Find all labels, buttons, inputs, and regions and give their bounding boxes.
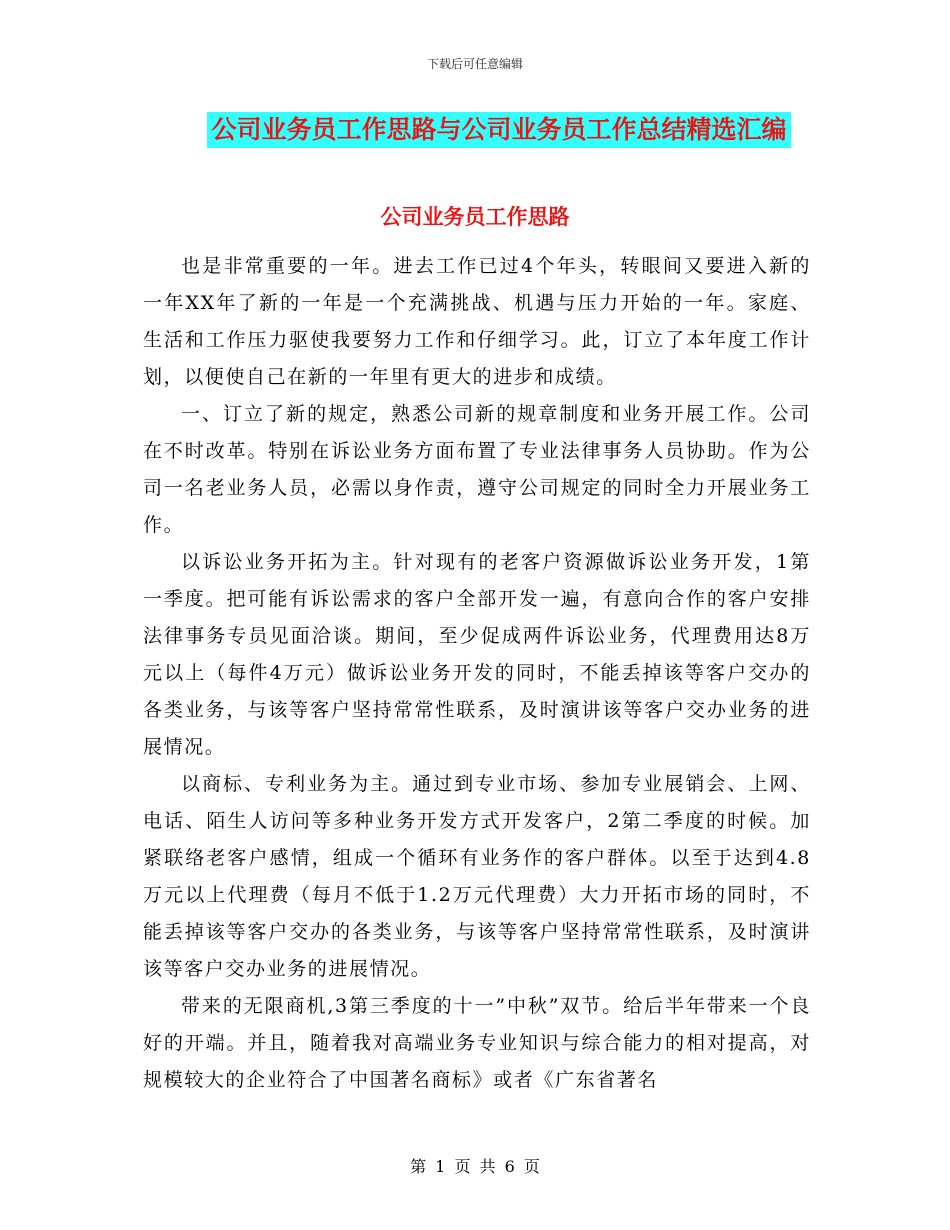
paragraph: 以商标、专利业务为主。通过到专业市场、参加专业展销会、上网、电话、陌生人访问等多种业务开发方式开发客户，2第二季度的时候。加紧联络老客户感情，组成一个循环有业务作的客户群体。以至于达到4.8万元以上代理费（每月不低于1.2万元代理费）大力开拓市场的同时，不能丢掉该等客户交办的各类业务，与该等客户坚持常常性联系，及时演讲该等客户交办业务的进展情况。: [143, 773, 811, 980]
document-body: [143, 248, 811, 1099]
paragraph: 也是非常重要的一年。进去工作已过4个年头，转眼间又要进入新的一年XX年了新的一年是一个充满挑战、机遇与压力开始的一年。家庭、生活和工作压力驱使我要努力工作和仔细学习。此，订立了本年度工作计划，以便使自己在新的一年里有更大的进步和成绩。: [143, 255, 811, 388]
page-footer: 第 1 页 共 6 页: [410, 1157, 540, 1176]
section-title: 公司业务员工作思路: [380, 204, 570, 229]
paragraph: 带来的无限商机,3第三季度的十一”中秋”双节。给后半年带来一个良好的开端。并且，随着我对高端业务专业知识与综合能力的相对提高，对规模较大的企业符合了中国著名商标》或者《广东省著名: [143, 995, 811, 1091]
paragraph: 一、订立了新的规定，熟悉公司新的规章制度和业务开展工作。公司在不时改革。特别在诉讼业务方面布置了专业法律事务人员协助。作为公司一名老业务人员，必需以身作责，遵守公司规定的同时全力开展业务工作。: [143, 403, 811, 536]
document-title-container: [0, 112, 950, 148]
header-note: 下载后可任意编辑: [426, 57, 523, 71]
paragraph: 以诉讼业务开拓为主。针对现有的老客户资源做诉讼业务开发，1第一季度。把可能有诉讼需求的客户全部开发一遍，有意向合作的客户安排法律事务专员见面洽谈。期间，至少促成两件诉讼业务，代理费用达8万元以上（每件4万元）做诉讼业务开发的同时，不能丢掉该等客户交办的各类业务，与该等客户坚持常常性联系，及时演讲该等客户交办业务的进展情况。: [143, 551, 811, 758]
document-title: 公司业务员工作思路与公司业务员工作总结精选汇编: [207, 112, 790, 148]
